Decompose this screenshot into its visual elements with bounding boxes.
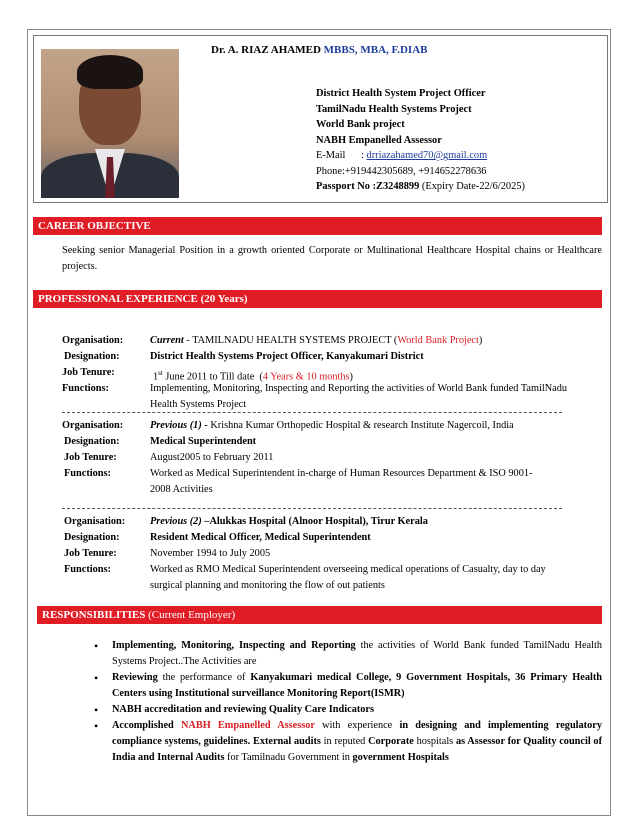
contact-role: NABH Empanelled Assessor (316, 134, 442, 146)
organisation-value: Current - TAMILNADU HEALTH SYSTEMS PROJECT (World Bank Project) (150, 335, 483, 346)
list-item: • Reviewing the performance of Kanyakumari medical College, 9 Government Hospitals, 36 Primary Health Centers using Institutional surveillance Monitoring Report(ISMR) (90, 670, 602, 702)
profile-photo (41, 49, 179, 198)
contact-title: District Health System Project Officer (316, 88, 486, 99)
experience-entry-current (62, 333, 582, 413)
designation-label: Designation: (64, 532, 120, 543)
career-objective-text: Seeking senior Managerial Position in a growth oriented Corporate or Multinational Healthcare Hospital chains or Healthcare projects. (62, 245, 602, 272)
section-career-objective: CAREER OBJECTIVE (33, 217, 602, 235)
experience-entry-previous-2 (62, 514, 582, 594)
job-tenure-label: Job Tenure: (64, 452, 117, 463)
responsibilities-list (90, 638, 602, 766)
job-tenure-label: Job Tenure: (62, 367, 115, 378)
email-link[interactable]: drriazahamed70@gmail.com (366, 150, 488, 161)
organisation-value: Previous (1) - Krishna Kumar Orthopedic Hospital & research Institute Nagercoil, India (150, 420, 514, 431)
contact-project: World Bank project (316, 119, 405, 130)
designation-value: District Health Systems Project Officer, Kanyakumari District (150, 351, 424, 362)
functions-value: Worked as Medical Superintendent in-charge of Human Resources Department & ISO 9001-2008 Activities (150, 468, 533, 495)
designation-label: Designation: (64, 436, 120, 447)
divider-2 (62, 508, 562, 509)
passport-expiry: (Expiry Date-22/6/2025) (419, 181, 525, 192)
contact-org: TamilNadu Health Systems Project (316, 103, 472, 115)
list-item: • NABH accreditation and reviewing Quality Care Indicators (90, 702, 602, 718)
job-tenure-value: 1st June 2011 to Till date (4 Years & 10 months) (153, 369, 353, 383)
list-item: • Accomplished NABH Empanelled Assessor with experience in designing and implementing regulatory compliance systems, guidelines. External audits in reputed Corporate hospitals as Assessor for Quality council of India and Internal Audits for Tamilnadu Government in government Hospitals (90, 718, 602, 766)
name-text: Dr. A. RIAZ AHAMED (211, 44, 321, 56)
functions-value: Worked as RMO Medical Superintendent overseeing medical operations of Casualty, day to day surgical planning and monitoring the flow of out patients (150, 564, 546, 591)
candidate-name (211, 44, 427, 56)
contact-passport-row (316, 179, 525, 195)
functions-label: Functions: (64, 564, 111, 575)
functions-label: Functions: (62, 383, 109, 394)
contact-email-row (316, 148, 525, 164)
designation-label: Designation: (64, 351, 120, 362)
divider-1 (62, 412, 562, 413)
organisation-label: Organisation: (62, 335, 124, 346)
section-professional-experience: PROFESSIONAL EXPERIENCE (20 Years) (33, 290, 602, 308)
organisation-label: Organisation: (64, 516, 126, 527)
designation-value: Resident Medical Officer, Medical Superintendent (150, 532, 371, 543)
functions-label: Functions: (64, 468, 111, 479)
contact-phone: Phone:+919442305689, +914652278636 (316, 165, 487, 177)
list-item: • Implementing, Monitoring, Inspecting and Reporting the activities of World Bank funded TamilNadu Health Systems Project..The Activities are (90, 638, 602, 670)
designation-value: Medical Superintendent (150, 436, 257, 447)
passport-number: Passport No :Z3248899 (316, 181, 420, 192)
job-tenure-label: Job Tenure: (64, 548, 117, 559)
email-label: E-Mail : (316, 150, 367, 161)
functions-value: Implementing, Monitoring, Inspecting and Reporting the activities of World Bank funded TamilNadu Health Systems Project (150, 383, 568, 410)
contact-block (316, 86, 525, 195)
job-tenure-value: November 1994 to July 2005 (150, 548, 271, 559)
job-tenure-value: August2005 to February 2011 (150, 452, 274, 463)
qualifications-text: MBBS, MBA, F.DIAB (323, 44, 428, 56)
experience-entry-previous-1 (62, 418, 582, 498)
section-responsibilities: RESPONSIBILITIES (Current Employer) (37, 606, 602, 624)
organisation-value: Previous (2) –Alukkas Hospital (Alnoor Hospital), Tirur Kerala (150, 516, 428, 527)
organisation-label: Organisation: (62, 420, 124, 431)
